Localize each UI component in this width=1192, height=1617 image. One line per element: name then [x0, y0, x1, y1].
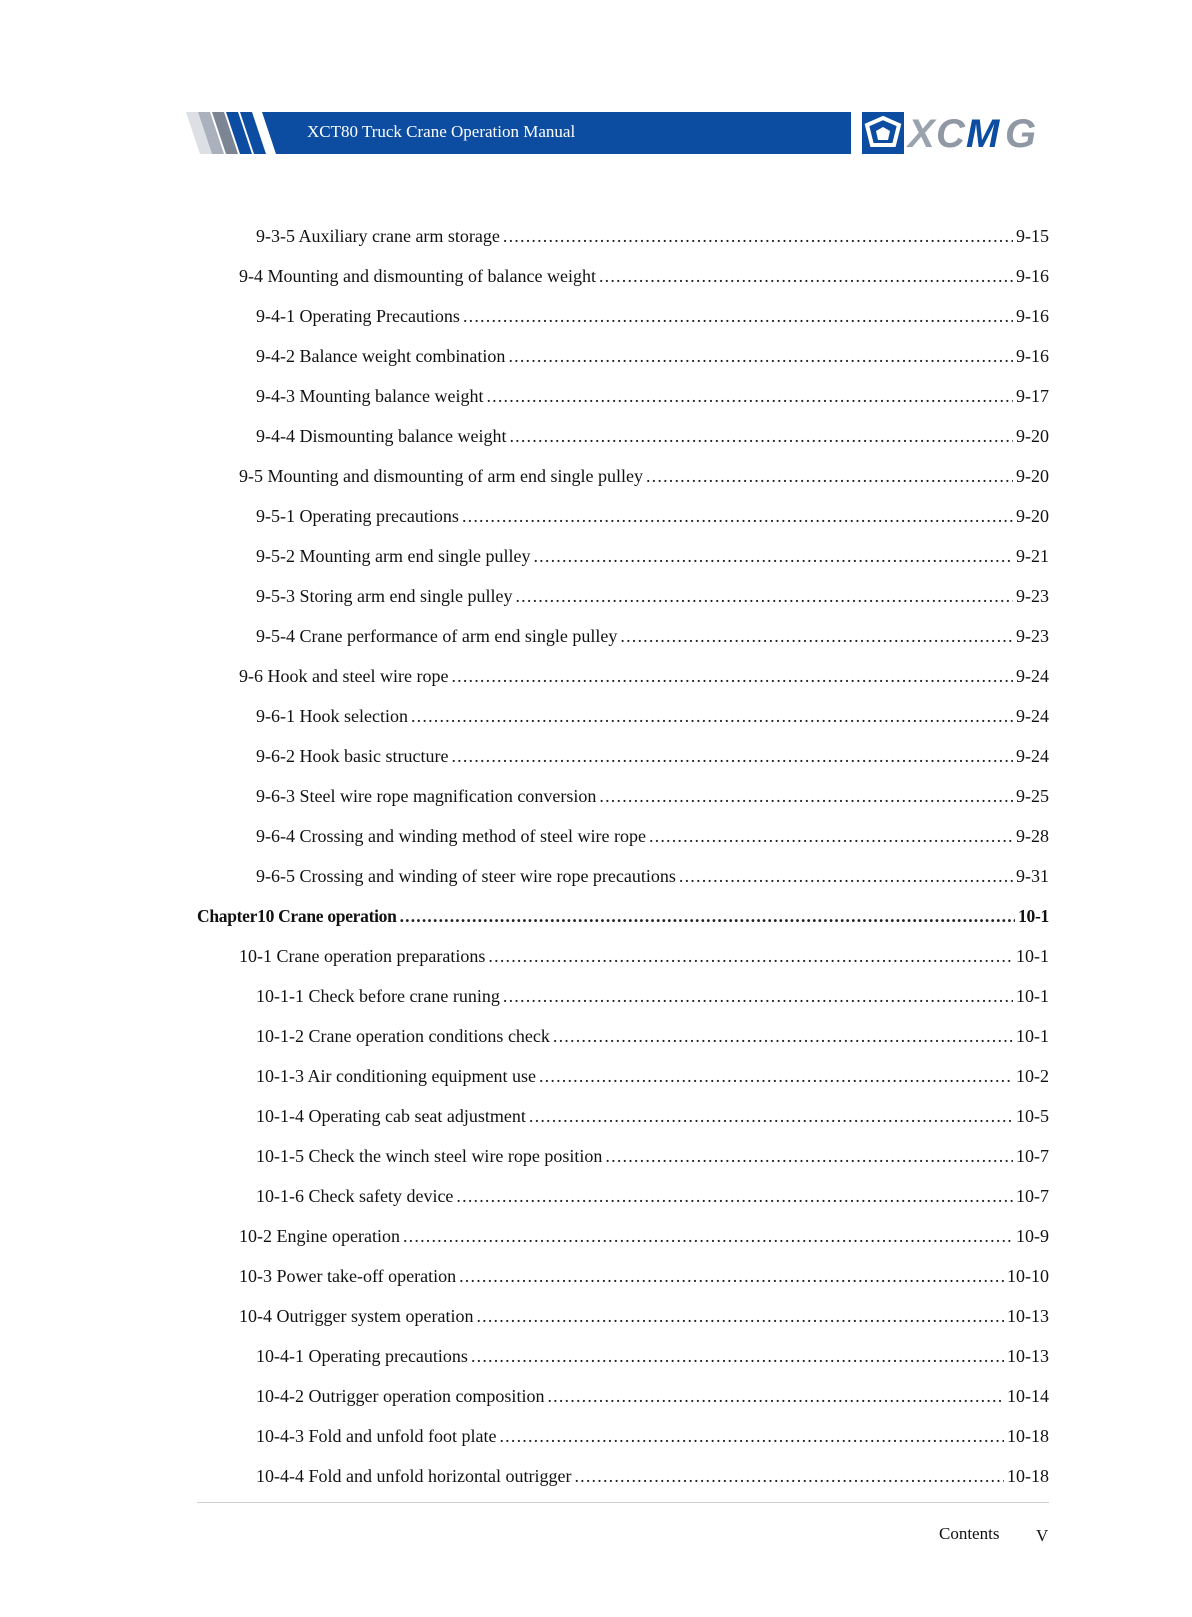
toc-entry-title: 9-6-2 Hook basic structure	[256, 746, 449, 766]
toc-dot-leader	[605, 1136, 1013, 1176]
toc-dot-leader	[499, 1416, 1004, 1456]
toc-entry[interactable]	[197, 816, 1049, 856]
toc-dot-leader	[459, 1256, 1004, 1296]
svg-text:X: X	[908, 112, 931, 154]
toc-entry[interactable]	[197, 976, 1049, 1016]
toc-dot-leader	[503, 976, 1013, 1016]
toc-entry-page: 9-20	[1016, 506, 1049, 526]
toc-chapter-entry[interactable]	[197, 896, 1049, 936]
page-header	[186, 112, 1048, 154]
svg-text:C: C	[936, 112, 961, 154]
toc-entry[interactable]	[197, 656, 1049, 696]
toc-entry-title: 10-1-6 Check safety device	[256, 1186, 454, 1206]
toc-dot-leader	[574, 1456, 1004, 1496]
toc-dot-leader	[515, 576, 1013, 616]
toc-entry-title: 9-6-5 Crossing and winding of steer wire rope precautions	[256, 866, 676, 886]
toc-entry-title: 10-4 Outrigger system operation	[239, 1306, 474, 1326]
toc-entry-page: 9-16	[1016, 346, 1049, 366]
toc-dot-leader	[508, 336, 1013, 376]
toc-entry-page: 9-23	[1016, 626, 1049, 646]
toc-entry[interactable]	[197, 256, 1049, 296]
toc-dot-leader	[456, 1176, 1013, 1216]
toc-entry-page: 9-16	[1016, 306, 1049, 326]
toc-entry-title: 10-4-2 Outrigger operation composition	[256, 1386, 545, 1406]
toc-entry[interactable]	[197, 1296, 1049, 1336]
toc-entry-title: 10-4-1 Operating precautions	[256, 1346, 468, 1366]
toc-dot-leader	[649, 816, 1013, 856]
footer-section-label: Contents	[939, 1524, 1000, 1543]
svg-text:G: G	[1005, 112, 1033, 154]
toc-entry[interactable]	[197, 1416, 1049, 1456]
toc-entry-page: 9-24	[1016, 746, 1049, 766]
toc-entry-title: 10-1-5 Check the winch steel wire rope position	[256, 1146, 603, 1166]
toc-entry[interactable]	[197, 536, 1049, 576]
toc-entry[interactable]	[197, 1016, 1049, 1056]
toc-entry-page: 10-1	[1016, 986, 1049, 1006]
toc-dot-leader	[529, 1096, 1013, 1136]
toc-entry-page: 9-15	[1016, 226, 1049, 246]
toc-entry-title: 9-4-4 Dismounting balance weight	[256, 426, 507, 446]
toc-dot-leader	[403, 1216, 1013, 1256]
toc-entry[interactable]	[197, 616, 1049, 656]
toc-entry-page: 10-10	[1007, 1266, 1049, 1286]
toc-entry-title: 10-1-1 Check before crane runing	[256, 986, 500, 1006]
toc-entry-page: 9-31	[1016, 866, 1049, 886]
toc-entry[interactable]	[197, 1456, 1049, 1496]
toc-entry[interactable]	[197, 216, 1049, 256]
toc-entry[interactable]	[197, 456, 1049, 496]
toc-entry-page: 10-7	[1016, 1146, 1049, 1166]
toc-entry[interactable]	[197, 1096, 1049, 1136]
toc-entry-page: 9-16	[1016, 266, 1049, 286]
toc-dot-leader	[620, 616, 1013, 656]
toc-entry[interactable]	[197, 856, 1049, 896]
toc-entry-page: 10-14	[1007, 1386, 1049, 1406]
toc-entry[interactable]	[197, 1176, 1049, 1216]
toc-entry-page: 10-18	[1007, 1466, 1049, 1486]
toc-entry-page: 9-24	[1016, 666, 1049, 686]
toc-entry-page: 10-2	[1016, 1066, 1049, 1086]
toc-entry-page: 9-25	[1016, 786, 1049, 806]
toc-entry-title: 10-1-2 Crane operation conditions check	[256, 1026, 550, 1046]
toc-entry-page: 9-20	[1016, 466, 1049, 486]
toc-dot-leader	[451, 736, 1013, 776]
toc-dot-leader	[488, 936, 1013, 976]
toc-entry-title: 10-1-4 Operating cab seat adjustment	[256, 1106, 526, 1126]
toc-entry-title: 9-5 Mounting and dismounting of arm end single pulley	[239, 466, 643, 486]
toc-entry[interactable]	[197, 296, 1049, 336]
toc-entry-title: 9-6-1 Hook selection	[256, 706, 408, 726]
toc-entry-page: 9-21	[1016, 546, 1049, 566]
toc-dot-leader	[539, 1056, 1013, 1096]
toc-entry-title: 9-6 Hook and steel wire rope	[239, 666, 449, 686]
toc-entry-page: 10-13	[1007, 1306, 1049, 1326]
toc-dot-leader	[463, 296, 1013, 336]
toc-entry[interactable]	[197, 736, 1049, 776]
toc-entry-page: 9-17	[1016, 386, 1049, 406]
toc-entry-title: 10-1 Crane operation preparations	[239, 946, 486, 966]
toc-entry-page: 9-28	[1016, 826, 1049, 846]
toc-dot-leader	[503, 216, 1013, 256]
toc-dot-leader	[411, 696, 1013, 736]
toc-entry-page: 10-7	[1016, 1186, 1049, 1206]
toc-entry-title: 9-6-3 Steel wire rope magnification conversion	[256, 786, 597, 806]
toc-entry-title: 9-6-4 Crossing and winding method of steel wire rope	[256, 826, 646, 846]
toc-entry[interactable]	[197, 376, 1049, 416]
toc-dot-leader	[547, 1376, 1004, 1416]
toc-entry[interactable]	[197, 576, 1049, 616]
toc-entry-title: 9-5-1 Operating precautions	[256, 506, 459, 526]
toc-dot-leader	[646, 456, 1013, 496]
footer-page-number: V	[1036, 1526, 1049, 1545]
toc-entry[interactable]	[197, 1336, 1049, 1376]
toc-entry-title: 9-4-3 Mounting balance weight	[256, 386, 484, 406]
toc-entry-title: 9-5-3 Storing arm end single pulley	[256, 586, 513, 606]
toc-entry[interactable]	[197, 776, 1049, 816]
toc-entry-title: 10-4-4 Fold and unfold horizontal outrigger	[256, 1466, 572, 1486]
toc-entry[interactable]	[197, 936, 1049, 976]
toc-entry-page: 9-23	[1016, 586, 1049, 606]
toc-entry-title: 9-4-2 Balance weight combination	[256, 346, 506, 366]
toc-entry-title: 9-5-4 Crane performance of arm end single pulley	[256, 626, 618, 646]
toc-entry-title: 9-5-2 Mounting arm end single pulley	[256, 546, 531, 566]
toc-entry-title: Chapter10 Crane operation	[197, 906, 397, 926]
toc-entry-page: 10-9	[1016, 1226, 1049, 1246]
toc-entry-title: 10-1-3 Air conditioning equipment use	[256, 1066, 536, 1086]
toc-entry[interactable]	[197, 1376, 1049, 1416]
toc-entry-page: 10-5	[1016, 1106, 1049, 1126]
toc-entry[interactable]	[197, 1056, 1049, 1096]
toc-entry-page: 10-18	[1007, 1426, 1049, 1446]
toc-dot-leader	[451, 656, 1013, 696]
table-of-contents	[197, 216, 1049, 1496]
toc-dot-leader	[486, 376, 1013, 416]
toc-dot-leader	[471, 1336, 1004, 1376]
toc-dot-leader	[679, 856, 1013, 896]
toc-entry-title: 9-4-1 Operating Precautions	[256, 306, 460, 326]
toc-entry[interactable]	[197, 1256, 1049, 1296]
toc-entry-title: 10-4-3 Fold and unfold foot plate	[256, 1426, 497, 1446]
document-title: XCT80 Truck Crane Operation Manual	[307, 122, 576, 141]
toc-entry[interactable]	[197, 1216, 1049, 1256]
toc-entry-page: 9-20	[1016, 426, 1049, 446]
toc-entry[interactable]	[197, 1136, 1049, 1176]
toc-entry-title: 10-2 Engine operation	[239, 1226, 400, 1246]
toc-entry-page: 10-13	[1007, 1346, 1049, 1366]
toc-entry-title: 9-4 Mounting and dismounting of balance weight	[239, 266, 596, 286]
toc-entry-page: 10-1	[1016, 1026, 1049, 1046]
toc-entry-page: 9-24	[1016, 706, 1049, 726]
toc-entry[interactable]	[197, 416, 1049, 456]
footer-divider	[197, 1502, 1049, 1503]
toc-dot-leader	[509, 416, 1013, 456]
toc-entry[interactable]	[197, 696, 1049, 736]
toc-dot-leader	[476, 1296, 1004, 1336]
toc-dot-leader	[400, 896, 1016, 936]
toc-entry[interactable]	[197, 336, 1049, 376]
xcmg-logo	[862, 112, 1048, 154]
toc-dot-leader	[462, 496, 1013, 536]
toc-entry-page: 10-1	[1018, 906, 1049, 926]
toc-entry-title: 9-3-5 Auxiliary crane arm storage	[256, 226, 500, 246]
toc-dot-leader	[599, 256, 1013, 296]
toc-dot-leader	[533, 536, 1013, 576]
toc-entry-title: 10-3 Power take-off operation	[239, 1266, 457, 1286]
toc-dot-leader	[599, 776, 1013, 816]
toc-entry[interactable]	[197, 496, 1049, 536]
toc-entry-page: 10-1	[1016, 946, 1049, 966]
svg-text:M: M	[966, 112, 996, 154]
toc-dot-leader	[553, 1016, 1013, 1056]
